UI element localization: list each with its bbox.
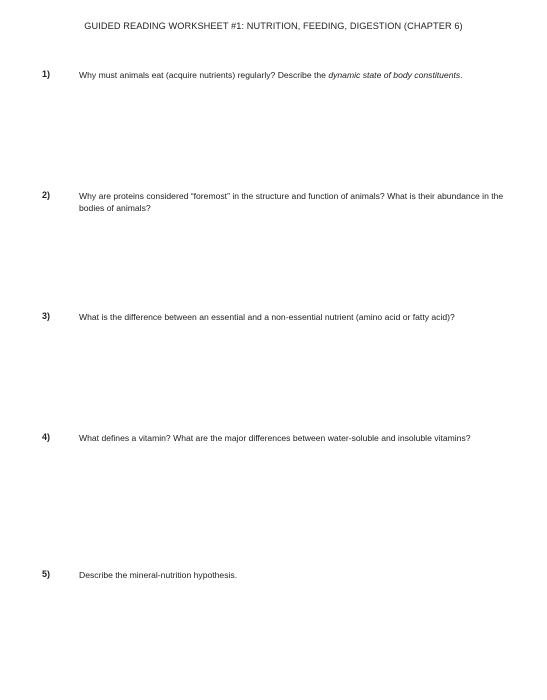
question-number: 3) — [42, 311, 51, 321]
question-text: Why must animals eat (acquire nutrients) regularly? Describe the dynamic state of body constituents. — [79, 70, 463, 80]
question-text: What is the difference between an essential and a non-essential nutrient (amino acid or fatty acid)? — [79, 312, 455, 322]
question-text: Why are proteins considered “foremost” in the structure and function of animals? What is their abundance in the bodies of animals? — [79, 191, 504, 213]
question-text: Describe the mineral-nutrition hypothesis. — [79, 570, 238, 580]
question-number: 2) — [42, 190, 51, 200]
worksheet-title: GUIDED READING WORKSHEET #1: NUTRITION, FEEDING, DIGESTION (CHAPTER 6) — [84, 21, 463, 31]
emphasized-phrase: dynamic state of body constituents — [328, 70, 461, 80]
question-number: 5) — [42, 569, 51, 579]
question-number: 4) — [42, 432, 51, 442]
question-number: 1) — [42, 69, 51, 79]
question-text: What defines a vitamin? What are the major differences between water-soluble and insoluble vitamins? — [79, 433, 471, 443]
